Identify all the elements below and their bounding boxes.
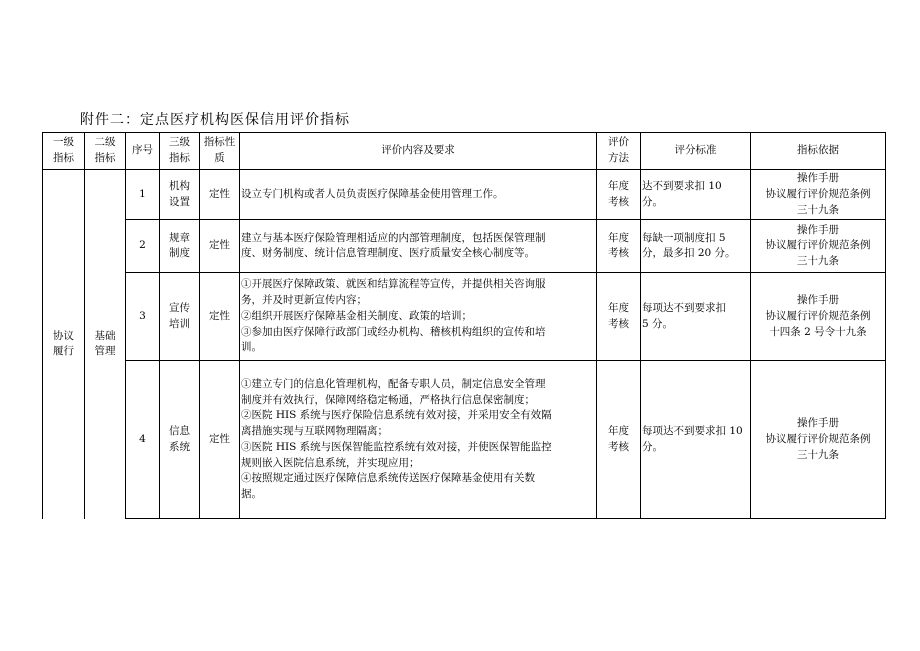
- cell-level3: 机构 设置: [160, 170, 200, 220]
- table-row: [43, 273, 886, 361]
- table-row: [43, 220, 886, 273]
- cell-level3: 规章 制度: [160, 220, 200, 273]
- cell-level2: 基础 管理: [85, 170, 126, 519]
- header-row: [43, 133, 886, 170]
- header-standard: 评分标准: [641, 133, 751, 170]
- cell-method: 年度 考核: [597, 273, 641, 361]
- cell-seq: 1: [126, 170, 160, 220]
- header-nature: 指标性 质: [200, 133, 240, 170]
- cell-content: ①建立专门的信息化管理机构，配备专职人员，制定信息安全管理 制度并有效执行，保障网络稳定畅通，严格执行信息保密制度； ②医院 HIS 系统与医疗保险信息系统有效对接，并采用安全有效隔 离措施实现与互联网物理隔离； ③医院 HIS 系统与医保智能监控系统有效对接，并使医保智能监控 规则嵌入医院信息系统，并实现应用； ④按照规定通过医疗保障信息系统传送医疗保障基金使用有关数 据。: [240, 361, 597, 519]
- table-row: [43, 170, 886, 220]
- cell-basis: 操作手册 协议履行评价规范条例 三十九条: [751, 170, 886, 220]
- cell-level3: 宣传 培训: [160, 273, 200, 361]
- cell-method: 年度 考核: [597, 361, 641, 519]
- cell-basis: 操作手册 协议履行评价规范条例 十四条 2 号令十九条: [751, 273, 886, 361]
- cell-content: 设立专门机构或者人员负责医疗保障基金使用管理工作。: [240, 170, 597, 220]
- cell-content: ①开展医疗保障政策、就医和结算流程等宣传，并提供相关咨询服 务，并及时更新宣传内容； ②组织开展医疗保障基金相关制度、政策的培训； ③参加由医疗保障行政部门或经办机构、稽核机构组织的宣传和培 训。: [240, 273, 597, 361]
- cell-standard: 每缺一项制度扣 5 分，最多扣 20 分。: [641, 220, 751, 273]
- header-level2: 二级 指标: [85, 133, 126, 170]
- header-seq: 序号: [126, 133, 160, 170]
- cell-standard: 每项达不到要求扣 5 分。: [641, 273, 751, 361]
- cell-method: 年度 考核: [597, 170, 641, 220]
- cell-nature: 定性: [200, 220, 240, 273]
- cell-seq: 3: [126, 273, 160, 361]
- document-title: 附件二：定点医疗机构医保信用评价指标: [80, 112, 350, 128]
- cell-basis: 操作手册 协议履行评价规范条例 三十九条: [751, 361, 886, 519]
- cell-level3: 信息 系统: [160, 361, 200, 519]
- cell-content: 建立与基本医疗保险管理相适应的内部管理制度，包括医保管理制 度、财务制度、统计信息管理制度、医疗质量安全核心制度等。: [240, 220, 597, 273]
- header-level1: 一级 指标: [43, 133, 85, 170]
- cell-method: 年度 考核: [597, 220, 641, 273]
- evaluation-table: [42, 132, 886, 519]
- cell-nature: 定性: [200, 273, 240, 361]
- cell-seq: 4: [126, 361, 160, 519]
- cell-basis: 操作手册 协议履行评价规范条例 三十九条: [751, 220, 886, 273]
- header-method: 评价 方法: [597, 133, 641, 170]
- cell-nature: 定性: [200, 170, 240, 220]
- header-content: 评价内容及要求: [240, 133, 597, 170]
- cell-nature: 定性: [200, 361, 240, 519]
- table-row: [43, 361, 886, 519]
- header-basis: 指标依据: [751, 133, 886, 170]
- cell-standard: 每项达不到要求扣 10 分。: [641, 361, 751, 519]
- header-level3: 三级 指标: [160, 133, 200, 170]
- cell-seq: 2: [126, 220, 160, 273]
- cell-level1: 协议 履行: [43, 170, 85, 519]
- cell-standard: 达不到要求扣 10 分。: [641, 170, 751, 220]
